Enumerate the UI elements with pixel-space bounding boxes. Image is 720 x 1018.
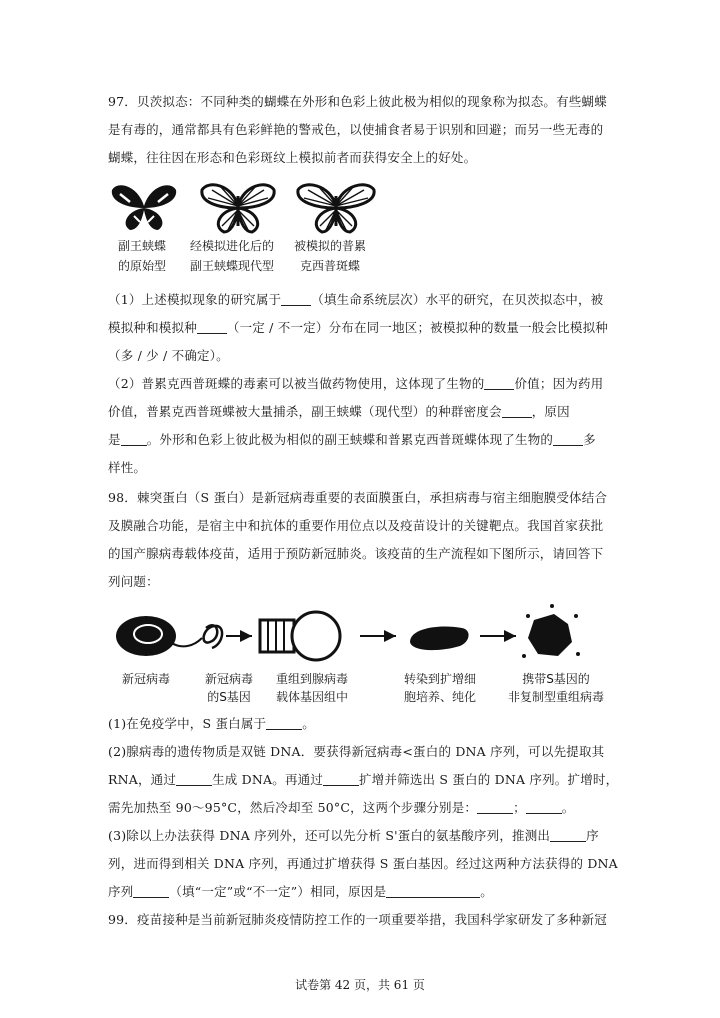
process-caption-recombinant-virus: 携带S基因的 非复制型重组病毒: [507, 672, 604, 704]
answer-blank[interactable]: [197, 319, 227, 334]
q97-line-1: 97．贝茨拟态：不同种类的蝴蝶在外形和色彩上彼此极为相似的现象称为拟态。有些蝴蝶: [108, 94, 607, 109]
q98-part2-line-2: RNA，通过 生成 DNA。再通过 扩增并筛选出 S 蛋白的 DNA 序列。扩增时，: [108, 772, 619, 787]
q98-part3-line-2: 列，进而得到相关 DNA 序列，再通过扩增获得 S 蛋白基因。经过这两种方法获得的 DNA: [108, 856, 618, 871]
answer-blank[interactable]: [133, 883, 169, 898]
q98-part2-line-1: (2)腺病毒的遗传物质是双链 DNA．要获得新冠病毒<蛋白的 DNA 序列，可以先提取其: [108, 744, 605, 759]
vaccine-process-diagram: [110, 598, 620, 662]
q99-line-1: 99．疫苗接种是当前新冠肺炎疫情防控工作的一项重要举措，我国科学家研发了多种新冠: [108, 912, 607, 927]
q98-part1: (1)在免疫学中，S 蛋白属于 。: [108, 716, 315, 731]
answer-blank[interactable]: [281, 291, 311, 306]
q97-part2-line-2: 价值，普累克西普斑蝶被大量捕杀，副王蛱蝶（现代型）的种群密度会 ，原因: [108, 404, 570, 419]
vaccine-process-figure: [110, 598, 630, 706]
q98-line-1: 98．棘突蛋白（S 蛋白）是新冠病毒重要的表面膜蛋白，承担病毒与宿主细胞膜受体结合: [108, 490, 608, 505]
answer-blank[interactable]: [266, 715, 302, 730]
butterfly-images: [110, 178, 390, 234]
process-caption-recombine: 重组到腺病毒 载体基因组中: [275, 672, 348, 704]
page-footer: 试卷第 42 页，共 61 页: [295, 978, 425, 992]
butterfly-caption-3: 被模拟的普累 克西普斑蝶: [293, 239, 366, 273]
q98-part3-line-1: (3)除以上办法获得 DNA 序列外，还可以先分析 S'蛋白的氨基酸序列，推测出 序: [108, 828, 599, 843]
answer-blank[interactable]: [553, 431, 583, 446]
butterfly-caption-1: 副王蛱蝶 的原始型: [117, 239, 166, 273]
process-caption-s-gene: 新冠病毒 的S基因: [204, 672, 253, 704]
butterfly-caption-2: 经模拟进化后的 副王蛱蝶现代型: [189, 239, 274, 273]
answer-blank[interactable]: [386, 883, 480, 898]
answer-blank[interactable]: [323, 771, 359, 786]
q97-part2-line-3: 是 。外形和色彩上彼此极为相似的副王蛱蝶和普累克西普斑蝶体现了生物的 多: [108, 432, 596, 447]
answer-blank[interactable]: [484, 375, 514, 390]
q98-line-2: 及膜融合功能，是宿主中和抗体的重要作用位点以及疫苗设计的关键靶点。我国首家获批: [108, 518, 604, 533]
q98-line-4: 列问题：: [108, 574, 159, 589]
answer-blank[interactable]: [550, 827, 586, 842]
answer-blank[interactable]: [121, 431, 147, 446]
answer-blank[interactable]: [477, 799, 513, 814]
q97-line-2: 是有毒的，通常都具有色彩鲜艳的警戒色，以使捕食者易于识别和回避；而另一些无毒的: [108, 122, 604, 137]
q97-part1-line-2: 模拟种和模拟种 （一定 / 不一定）分布在同一地区；被模拟种的数量一般会比模拟种: [108, 320, 608, 335]
q97-part1-line-3: （多 / 少 / 不确定）。: [108, 348, 229, 363]
answer-blank[interactable]: [502, 403, 532, 418]
process-caption-transfect: 转染到扩增细 胞培养、纯化: [403, 672, 476, 704]
q97-line-3: 蝴蝶，往往因在形态和色彩斑纹上模拟前者而获得安全上的好处。: [108, 150, 477, 165]
q98-part2-line-3: 需先加热至 90～95°C，然后冷却至 50°C，这两个步骤分别是： ； 。: [108, 800, 575, 815]
process-caption-virus: 新冠病毒: [121, 672, 170, 686]
butterfly-mimicry-figure: [110, 178, 390, 278]
answer-blank[interactable]: [526, 799, 562, 814]
q98-line-3: 的国产腺病毒载体疫苗，适用于预防新冠肺炎。该疫苗的生产流程如下图所示，请回答下: [108, 546, 604, 561]
q97-part1-line-1: （1）上述模拟现象的研究属于 （填生命系统层次）水平的研究，在贝茨拟态中，被: [108, 292, 604, 307]
q98-part3-line-3: 序列 （填“一定”或“不一定”）相同，原因是 。: [108, 884, 493, 899]
q97-part2-line-4: 样性。: [108, 460, 147, 475]
answer-blank[interactable]: [176, 771, 212, 786]
q97-part2-line-1: （2）普累克西普斑蝶的毒素可以被当做药物使用，这体现了生物的 价值；因为药用: [108, 376, 604, 391]
